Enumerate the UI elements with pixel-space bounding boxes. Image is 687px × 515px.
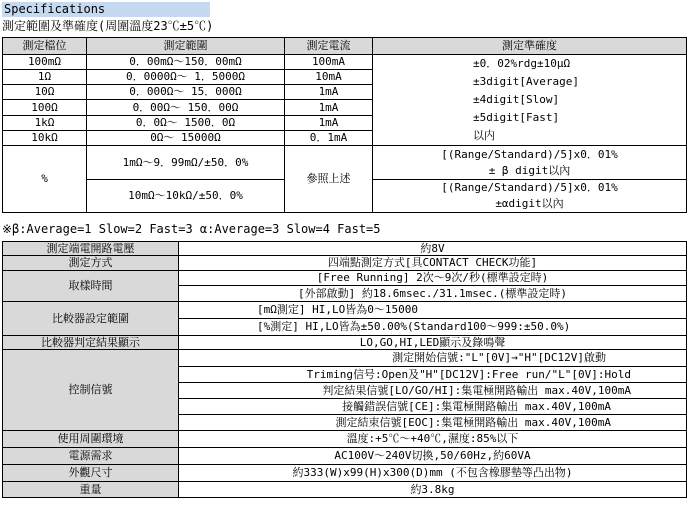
span-cell: 0．000Ω～ 15．000Ω bbox=[87, 85, 285, 100]
range-table-header bbox=[3, 38, 687, 55]
table-row bbox=[3, 271, 687, 286]
span-cell: 0．00Ω～ 150．00Ω bbox=[87, 100, 285, 115]
power-label: 電源需求 bbox=[3, 448, 179, 465]
percent-span-2: 10mΩ～10kΩ/±50．0% bbox=[87, 180, 285, 213]
table-row bbox=[3, 482, 687, 498]
method-label: 測定方式 bbox=[3, 256, 179, 271]
control-value-5: 測定結束信號[EOC]:集電極開路輸出 max.40V,100mA bbox=[179, 415, 687, 431]
spec-subtitle: 測定範圍及準確度(周圍溫度23℃±5℃) bbox=[2, 19, 214, 33]
weight-label: 重量 bbox=[3, 482, 179, 498]
weight-value: 約3.8kg bbox=[179, 482, 687, 498]
col-header-span: 測定範圍 bbox=[87, 38, 285, 55]
sampling-value-2: [外部啟動] 約18.6msec./31.1msec.(標準設定時) bbox=[179, 286, 687, 302]
spec-title: Specifications bbox=[2, 2, 210, 17]
accuracy-line: 以内 bbox=[473, 129, 495, 142]
env-value: 溫度:+5℃～+40℃,濕度:85%以下 bbox=[179, 431, 687, 448]
percent-row bbox=[3, 146, 687, 180]
range-cell: 100mΩ bbox=[3, 55, 87, 70]
percent-accuracy-1 bbox=[373, 146, 687, 180]
method-value: 四端點測定方式[具CONTACT CHECK功能] bbox=[179, 256, 687, 271]
percent-accuracy-2-line1: [(Range/Standard)/5]x0．01% bbox=[441, 181, 618, 194]
range-table bbox=[2, 37, 687, 213]
percent-current: 參照上述 bbox=[285, 146, 373, 213]
accuracy-line: ±0．02%rdg±10μΩ bbox=[473, 57, 571, 70]
span-cell: 0．0Ω～ 1500．0Ω bbox=[87, 115, 285, 130]
comparator-label: 比較器設定範圍 bbox=[3, 302, 179, 336]
accuracy-line: ±3digit[Average] bbox=[473, 75, 579, 88]
span-cell: 0．0000Ω～ 1．5000Ω bbox=[87, 70, 285, 85]
accuracy-line: ±4digit[Slow] bbox=[473, 93, 560, 106]
percent-accuracy-2-line2: ±αdigit以內 bbox=[495, 197, 564, 210]
col-header-accuracy: 測定準確度 bbox=[373, 38, 687, 55]
control-value-1: 測定開始信號:"L"[0V]→"H"[DC12V]啟動 bbox=[179, 350, 687, 367]
open-voltage-value: 約8V bbox=[179, 242, 687, 256]
table-row bbox=[3, 336, 687, 350]
range-cell: 100Ω bbox=[3, 100, 87, 115]
judge-label: 比較器判定結果顯示 bbox=[3, 336, 179, 350]
dimension-value: 約333(W)x99(H)x300(D)mm (不包含橡膠墊等凸出物) bbox=[179, 465, 687, 482]
table-row bbox=[3, 242, 687, 256]
span-cell: 0Ω～ 15000Ω bbox=[87, 130, 285, 145]
power-value: AC100V～240V切換,50/60Hz,約60VA bbox=[179, 448, 687, 465]
percent-accuracy-1-line2: ± β digit以內 bbox=[488, 163, 571, 177]
range-cell: 1Ω bbox=[3, 70, 87, 85]
sampling-label: 取樣時間 bbox=[3, 271, 179, 302]
table-row bbox=[3, 55, 687, 70]
percent-span-1: 1mΩ～9．99mΩ/±50．0% bbox=[87, 146, 285, 180]
range-cell: 10kΩ bbox=[3, 130, 87, 145]
table-row bbox=[3, 256, 687, 271]
range-cell: 1kΩ bbox=[3, 115, 87, 130]
control-label: 控制信號 bbox=[3, 350, 179, 431]
footnote: ※β:Average=1 Slow=2 Fast=3 α:Average=3 Slow=4 Fast=5 bbox=[2, 222, 381, 236]
percent-accuracy-1-line1: [(Range/Standard)/5]x0．01% bbox=[441, 147, 618, 161]
span-cell: 0．00mΩ～150．00mΩ bbox=[87, 55, 285, 70]
table-row bbox=[3, 431, 687, 448]
current-cell: 1mA bbox=[285, 85, 373, 100]
range-cell: 10Ω bbox=[3, 85, 87, 100]
table-row bbox=[3, 302, 687, 319]
percent-label: % bbox=[3, 146, 87, 213]
open-voltage-label: 測定端電開路電壓 bbox=[3, 242, 179, 256]
dimension-label: 外觀尺寸 bbox=[3, 465, 179, 482]
sampling-value-1: [Free Running] 2次～9次/秒(標準設定時) bbox=[179, 271, 687, 286]
current-cell: 10mA bbox=[285, 70, 373, 85]
accuracy-cell bbox=[373, 55, 687, 146]
control-value-3: 判定結果信號[LO/GO/HI]:集電極開路輸出 max.40V,100mA bbox=[179, 383, 687, 399]
col-header-range: 測定檔位 bbox=[3, 38, 87, 55]
col-header-current: 測定電流 bbox=[285, 38, 373, 55]
env-label: 使用周圍環境 bbox=[3, 431, 179, 448]
spec-table bbox=[2, 241, 687, 498]
table-row bbox=[3, 465, 687, 482]
current-cell: 1mA bbox=[285, 100, 373, 115]
judge-value: LO,GO,HI,LED顯示及錄鳴聲 bbox=[179, 336, 687, 350]
current-cell: 0．1mA bbox=[285, 130, 373, 145]
current-cell: 100mA bbox=[285, 55, 373, 70]
accuracy-line: ±5digit[Fast] bbox=[473, 111, 560, 124]
current-cell: 1mA bbox=[285, 115, 373, 130]
comparator-value-2: [%測定] HI,LO皆為±50.00%(Standard100～999:±50.0%) bbox=[179, 319, 687, 336]
control-value-2: Triming信号:Open及"H"[DC12V]:Free run/"L"[0V]:Hold bbox=[179, 367, 687, 383]
control-value-4: 接觸錯誤信號[CE]:集電極開路輸出 max.40V,100mA bbox=[179, 399, 687, 415]
table-row bbox=[3, 448, 687, 465]
comparator-value-1: [mΩ測定] HI,LO皆為0～15000 bbox=[179, 302, 687, 319]
percent-accuracy-2 bbox=[373, 180, 687, 213]
table-row bbox=[3, 350, 687, 367]
